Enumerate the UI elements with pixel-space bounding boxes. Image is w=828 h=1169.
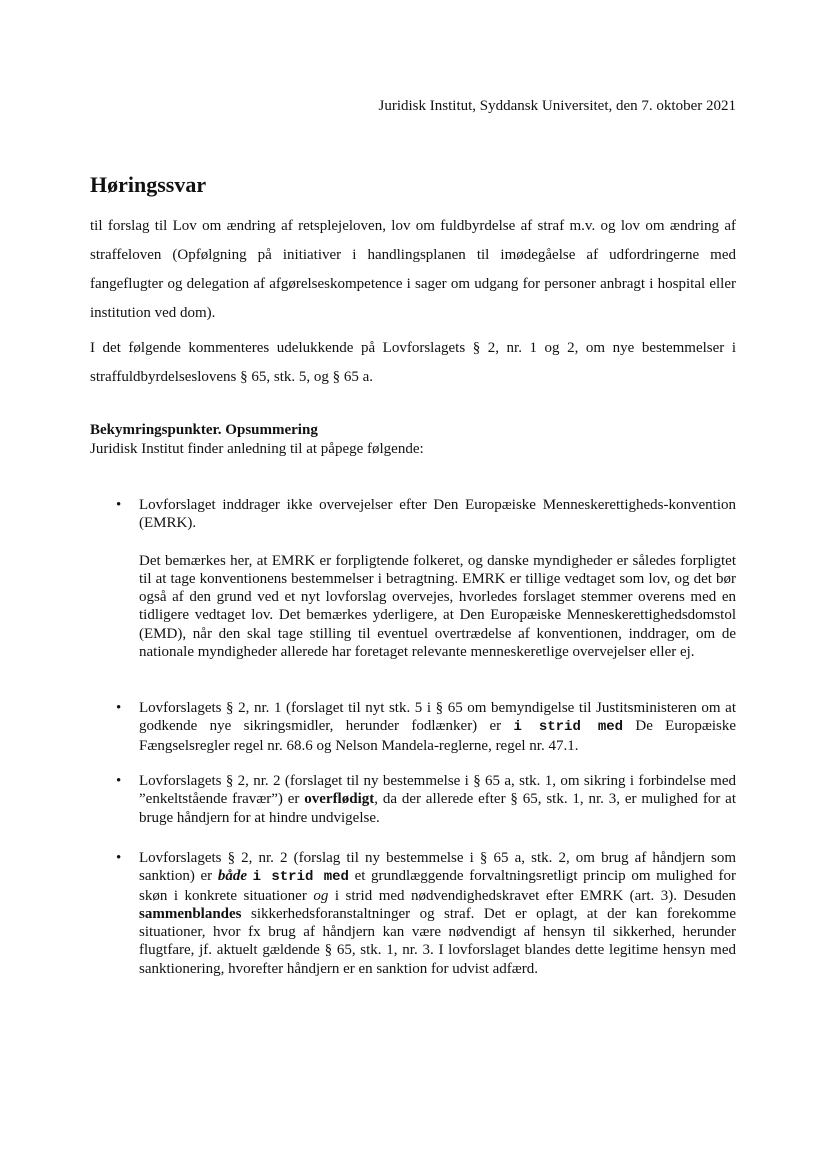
bullet-text: Lovforslagets § 2, nr. 1 (forslaget til nyt stk. 5 i § 65 om bemyndigelse til Justitsministeren om at godkende nye sikringsmidler, herunder fodlænker) er i strid med De Europæiske Fængselsregler regel nr. 68.6 og Nelson Mandela-reglerne, regel nr. 47.1.	[139, 700, 736, 754]
emphasis-text: både	[217, 868, 247, 885]
section-heading: Bekymringspunkter. Opsummering	[90, 422, 318, 438]
list-item	[116, 772, 736, 827]
bullet-icon: •	[116, 850, 122, 866]
list-item	[116, 496, 736, 661]
list-item	[116, 699, 736, 755]
dateline: Juridisk Institut, Syddansk Universitet, den 7. oktober 2021	[378, 98, 736, 114]
scope-paragraph: I det følgende kommenteres udelukkende på Lovforslagets § 2, nr. 1 og 2, om nye bestemmelser i straffuldbyrdelseslovens § 65, stk. 5, og § 65 a.	[90, 340, 736, 385]
emphasis-text: og	[313, 887, 329, 904]
bullet-detail: Det bemærkes her, at EMRK er forpligtende folkeret, og danske myndigheder er således forpligtet til at tage konventionens bestemmelser i betragtning. EMRK er tillige vedtaget som lov, og det bør også af den grund ved et nyt lovforslag overvejes, hvorledes forslaget stemmer overens med en tidligere vedtaget lov. Det bemærkes yderligere, at Den Europæiske Menneskerettighedsdomstol (EMD), når den skal tage stilling til eventuel overtrædelse af konventionen, inddrager, om de nationale myndigheder allerede har foretaget relevante menneskeretlige overvejelser eller ej.	[139, 552, 736, 661]
emphasis-text: sammenblandes	[139, 905, 242, 922]
emphasis-text: overflødigt	[304, 791, 375, 808]
bullet-icon: •	[116, 700, 122, 716]
section-subline: Juridisk Institut finder anledning til at påpege følgende:	[90, 441, 424, 457]
emphasis-text: i strid med	[513, 719, 624, 736]
bullet-text: Lovforslagets § 2, nr. 2 (forslaget til ny bestemmelse i § 65 a, stk. 1, om sikring i forbindelse med ”enkeltstående fravær”) er overflødigt, da der allerede efter § 65, stk. 1, nr. 3, er mulighed for at bruge håndjern for at hindre undvigelse.	[139, 773, 736, 826]
bullet-text: Lovforslagets § 2, nr. 2 (forslag til ny bestemmelse i § 65 a, stk. 2, om brug af håndjern som sanktion) er både i strid med et grundlæggende forvaltningsretligt princip om mulighed for skøn i konkrete situationer og i strid med nødvendighedskravet efter EMRK (art. 3). Desuden sammenblandes sikkerhedsforanstaltninger og straf. Det er oplagt, at der kan forekomme situationer, hvor fx brug af håndjern kan være nødvendigt af hensyn til sikkerhed, herunder flugtfare, jf. aktuelt gældende § 65, stk. 1, nr. 3. I lovforslaget blandes dette legitime hensyn med sanktionering, hvorefter håndjern er en sanktion for udvist adfærd.	[139, 850, 736, 977]
bullet-icon: •	[116, 773, 122, 789]
emphasis-text: i strid med	[252, 869, 349, 886]
page-title: Høringssvar	[90, 172, 207, 197]
bullet-icon: •	[116, 497, 122, 513]
intro-paragraph: til forslag til Lov om ændring af retsplejeloven, lov om fuldbyrdelse af straf m.v. og lov om ændring af straffeloven (Opfølgning på initiativer i handlingsplanen til imødegåelse af udfordringerne med fangeflugter og delegation af afgørelseskompetence i sager om udgang for personer anbragt i hospital eller institution ved dom).	[90, 218, 736, 321]
list-item	[116, 849, 736, 978]
bullet-text: Lovforslaget inddrager ikke overvejelser efter Den Europæiske Menneskerettigheds-konvention (EMRK).	[139, 497, 736, 532]
